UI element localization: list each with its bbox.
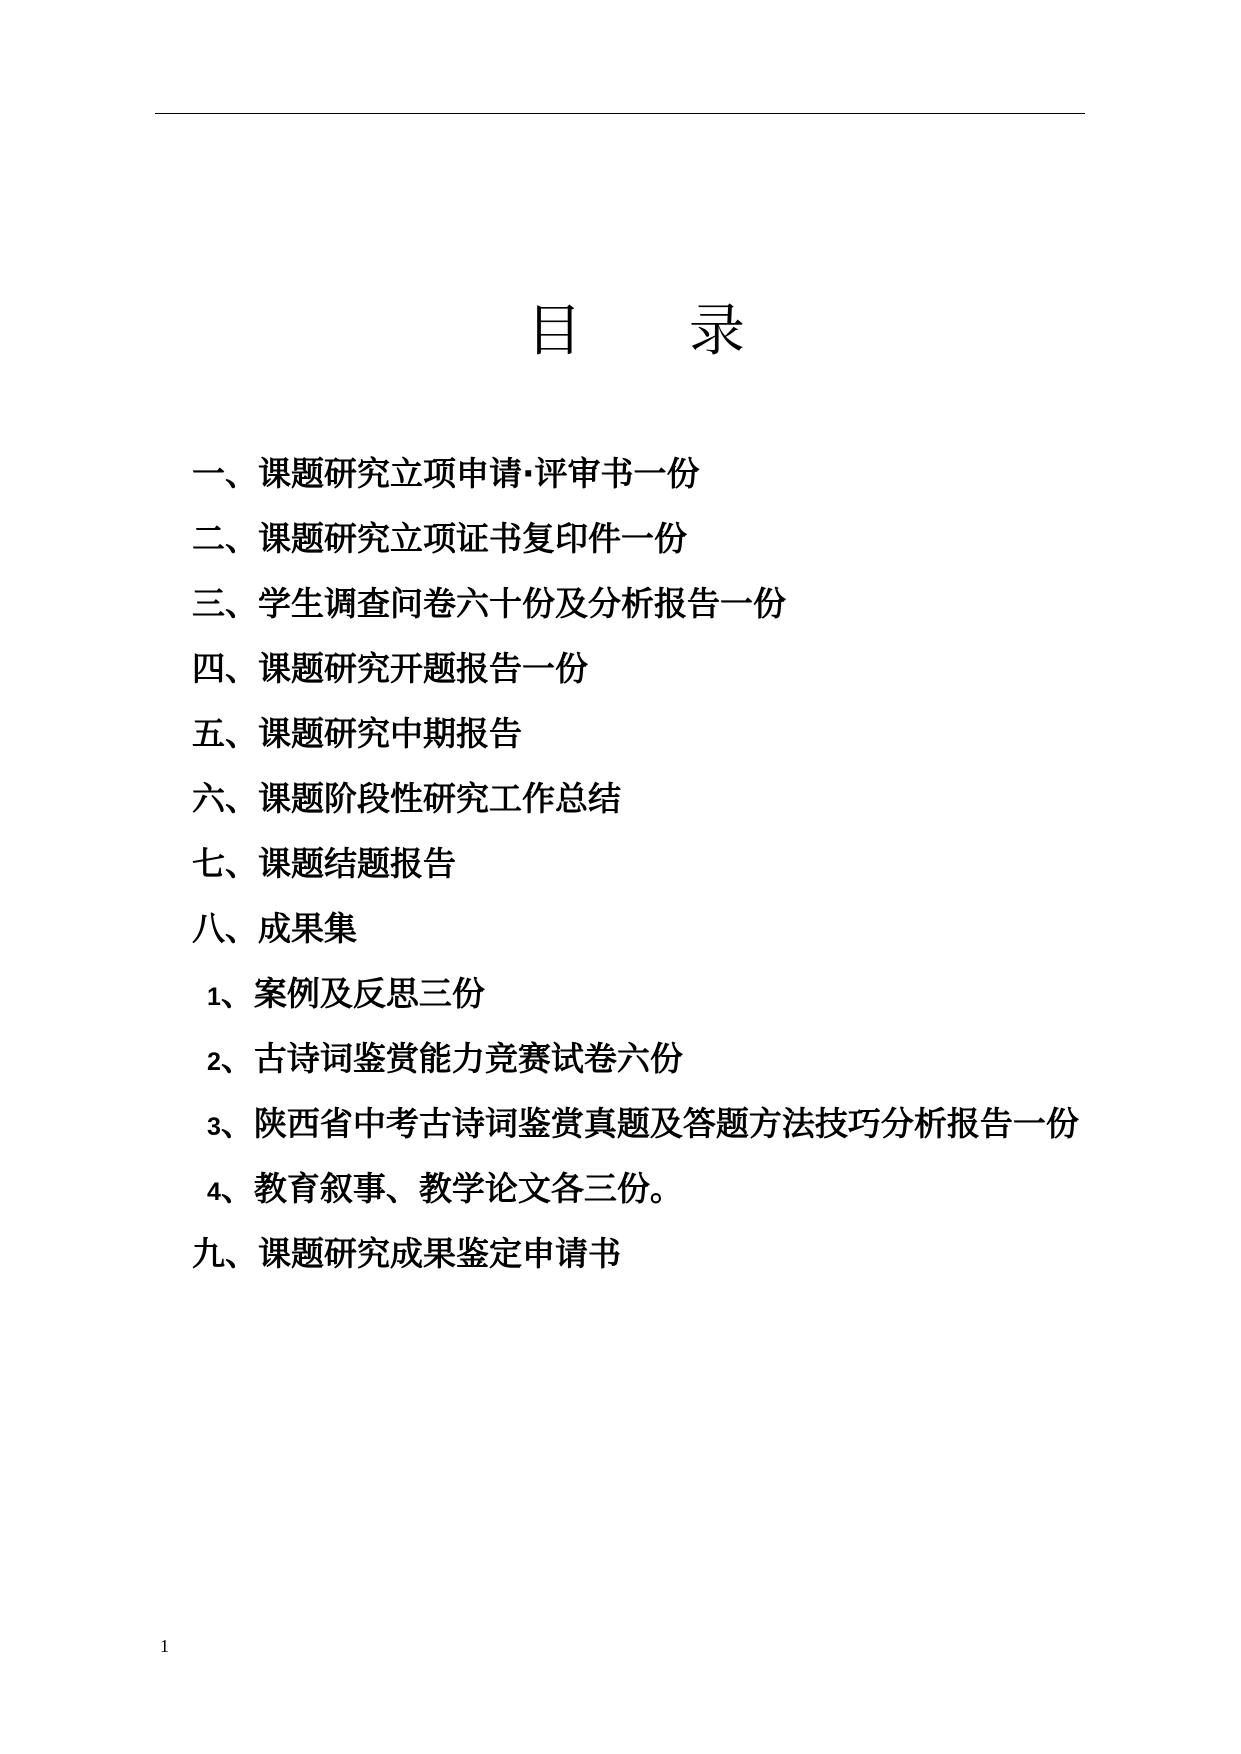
toc-item-8: 八、成果集 [192, 909, 357, 948]
toc-item-1: 一、课题研究立项申请·评审书一份 [192, 454, 700, 493]
sub-item-1: 1、案例及反思三份 [207, 974, 485, 1013]
toc-item-3: 三、学生调查问卷六十份及分析报告一份 [192, 584, 786, 623]
toc-item-4: 四、课题研究开题报告一份 [192, 649, 588, 688]
toc-item-2: 二、课题研究立项证书复印件一份 [192, 519, 687, 558]
sub-item-3: 3、陕西省中考古诗词鉴赏真题及答题方法技巧分析报告一份 [207, 1104, 1079, 1143]
toc-item-5: 五、课题研究中期报告 [192, 714, 522, 753]
toc-item-7: 七、课题结题报告 [192, 844, 456, 883]
toc-item-6: 六、课题阶段性研究工作总结 [192, 779, 621, 818]
sub-item-2: 2、古诗词鉴赏能力竞赛试卷六份 [207, 1039, 683, 1078]
header-rule [155, 113, 1085, 114]
toc-item-9: 九、课题研究成果鉴定申请书 [192, 1234, 621, 1273]
page-title: 目 录 [526, 299, 745, 364]
sub-item-4: 4、教育叙事、教学论文各三份。 [207, 1169, 683, 1208]
page-number: 1 [160, 1636, 169, 1656]
